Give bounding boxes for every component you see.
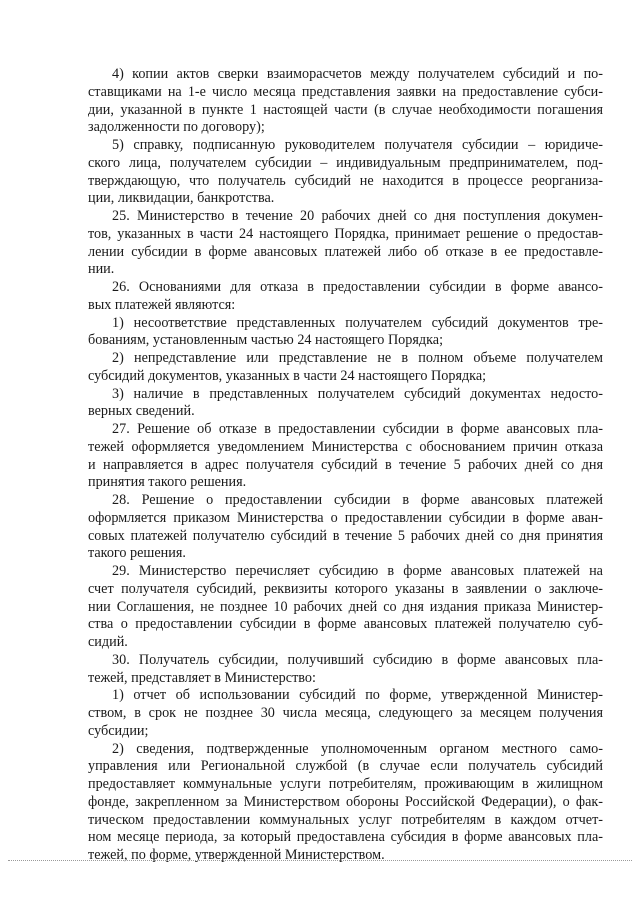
text-line: тежей, по форме, утвержденной Министерством. [88, 847, 385, 863]
text-line: ством, в срок не позднее 30 числа месяца, следующего за месяцем получения [88, 705, 603, 721]
text-line: дии, указанной в пункте 1 настоящей части (в случае необходимости погашения [88, 101, 603, 118]
text-line: 28. Решение о предоставлении субсидии в форме авансовых платежей [112, 492, 603, 508]
paragraph [88, 208, 603, 279]
text-line: задолженности по договору); [88, 119, 265, 136]
text-line: 1) отчет об использовании субсидий по форме, утвержденной Министер- [112, 687, 603, 704]
paragraph [88, 279, 603, 315]
text-line: тов, указанных в части 24 настоящего Порядка, принимает решение о предостав- [88, 225, 603, 242]
text-line: 29. Министерство перечисляет субсидию в форме авансовых платежей на [112, 563, 603, 579]
text-line: субсидии; [88, 722, 149, 739]
paragraph [88, 386, 603, 422]
text-line: совых платежей получателю субсидий в течение 5 рабочих дней со дня принятия [88, 527, 603, 544]
text-line: управления или Региональной службой (в случае если получатель субсидий [88, 758, 603, 775]
paragraph [88, 350, 603, 386]
text-line: 1) несоответствие представленных получателем субсидий документов тре- [112, 314, 603, 331]
text-line: и направляется в адрес получателя субсидий в течение 5 рабочих дней со дня [88, 456, 603, 473]
text-line: ского лица, получателем субсидии – индивидуальным предпринимателем, под- [88, 154, 603, 171]
text-line: тверждающую, что получатель субсидий не находится в процессе реорганиза- [88, 172, 603, 189]
text-line: 4) копии актов сверки взаиморасчетов между получателем субсидий и по- [112, 66, 603, 82]
text-line: оформляется приказом Министерства о предоставлении субсидии в форме аван- [88, 509, 603, 526]
paragraph [88, 492, 603, 563]
paragraph [88, 652, 603, 688]
text-line: ставщиками на 1-е число месяца представления заявки на предоставление субси- [88, 83, 603, 100]
text-line: субсидий документов, указанных в части 24 настоящего Порядка; [88, 367, 487, 384]
text-line: ства о предоставлении субсидии в форме авансовых платежей получателю суб- [88, 616, 603, 633]
text-line: счет получателя субсидий, реквизиты которого указаны в заявлении о заключе- [88, 580, 603, 597]
page-bottom-divider [8, 860, 632, 861]
text-line: 2) непредставление или представление не в полном объеме получателем [112, 350, 603, 366]
text-line: лении субсидии в форме авансовых платежей либо об отказе в ее предоставле- [88, 243, 603, 260]
text-line: 2) сведения, подтвержденные уполномоченным органом местного само- [112, 740, 603, 757]
paragraph [88, 421, 603, 492]
text-line: ции, ликвидации, банкротства. [88, 190, 275, 207]
paragraph [88, 687, 603, 740]
text-line: 25. Министерство в течение 20 рабочих дней со дня поступления докумен- [112, 208, 603, 224]
paragraph [88, 563, 603, 652]
text-line: нии Соглашения, не позднее 10 рабочих дней со дня издания приказа Министер- [88, 598, 603, 615]
paragraph [88, 66, 603, 137]
text-line: верных сведений. [88, 403, 195, 420]
text-line: 3) наличие в представленных получателем субсидий документах недосто- [112, 385, 603, 402]
text-line: 26. Основаниями для отказа в предоставлении субсидии в форме авансо- [112, 279, 603, 295]
document-page [88, 66, 603, 865]
text-line: фонде, закрепленном за Министерством обороны Российской Федерации), о фак- [88, 793, 603, 810]
paragraph [88, 741, 603, 865]
text-line: 30. Получатель субсидии, получивший субсидию в форме авансовых пла- [112, 651, 603, 668]
text-line: тежей, представляет в Министерство: [88, 669, 316, 686]
text-line: 27. Решение об отказе в предоставлении субсидии в форме авансовых пла- [112, 421, 603, 437]
text-line: предоставляет коммунальные услуги потребителям, проживающим в жилищном [88, 776, 603, 792]
paragraph [88, 315, 603, 351]
text-line: сидий. [88, 634, 128, 650]
text-line: тическом предоставлении коммунальных услуг потребителям в каждом отчет- [88, 811, 603, 828]
text-line: нии. [88, 261, 115, 278]
text-line: принятия такого решения. [88, 474, 247, 491]
text-line: ном месяце периода, за который предоставлена субсидия в форме авансовых пла- [88, 829, 603, 846]
paragraph [88, 137, 603, 208]
text-line: бованиям, установленным частью 24 настоящего Порядка; [88, 332, 444, 349]
text-line: 5) справку, подписанную руководителем получателя субсидии – юридиче- [112, 137, 603, 153]
text-line: такого решения. [88, 545, 186, 562]
text-line: вых платежей являются: [88, 296, 236, 313]
text-line: тежей оформляется уведомлением Министерства с обоснованием причин отказа [88, 438, 603, 455]
